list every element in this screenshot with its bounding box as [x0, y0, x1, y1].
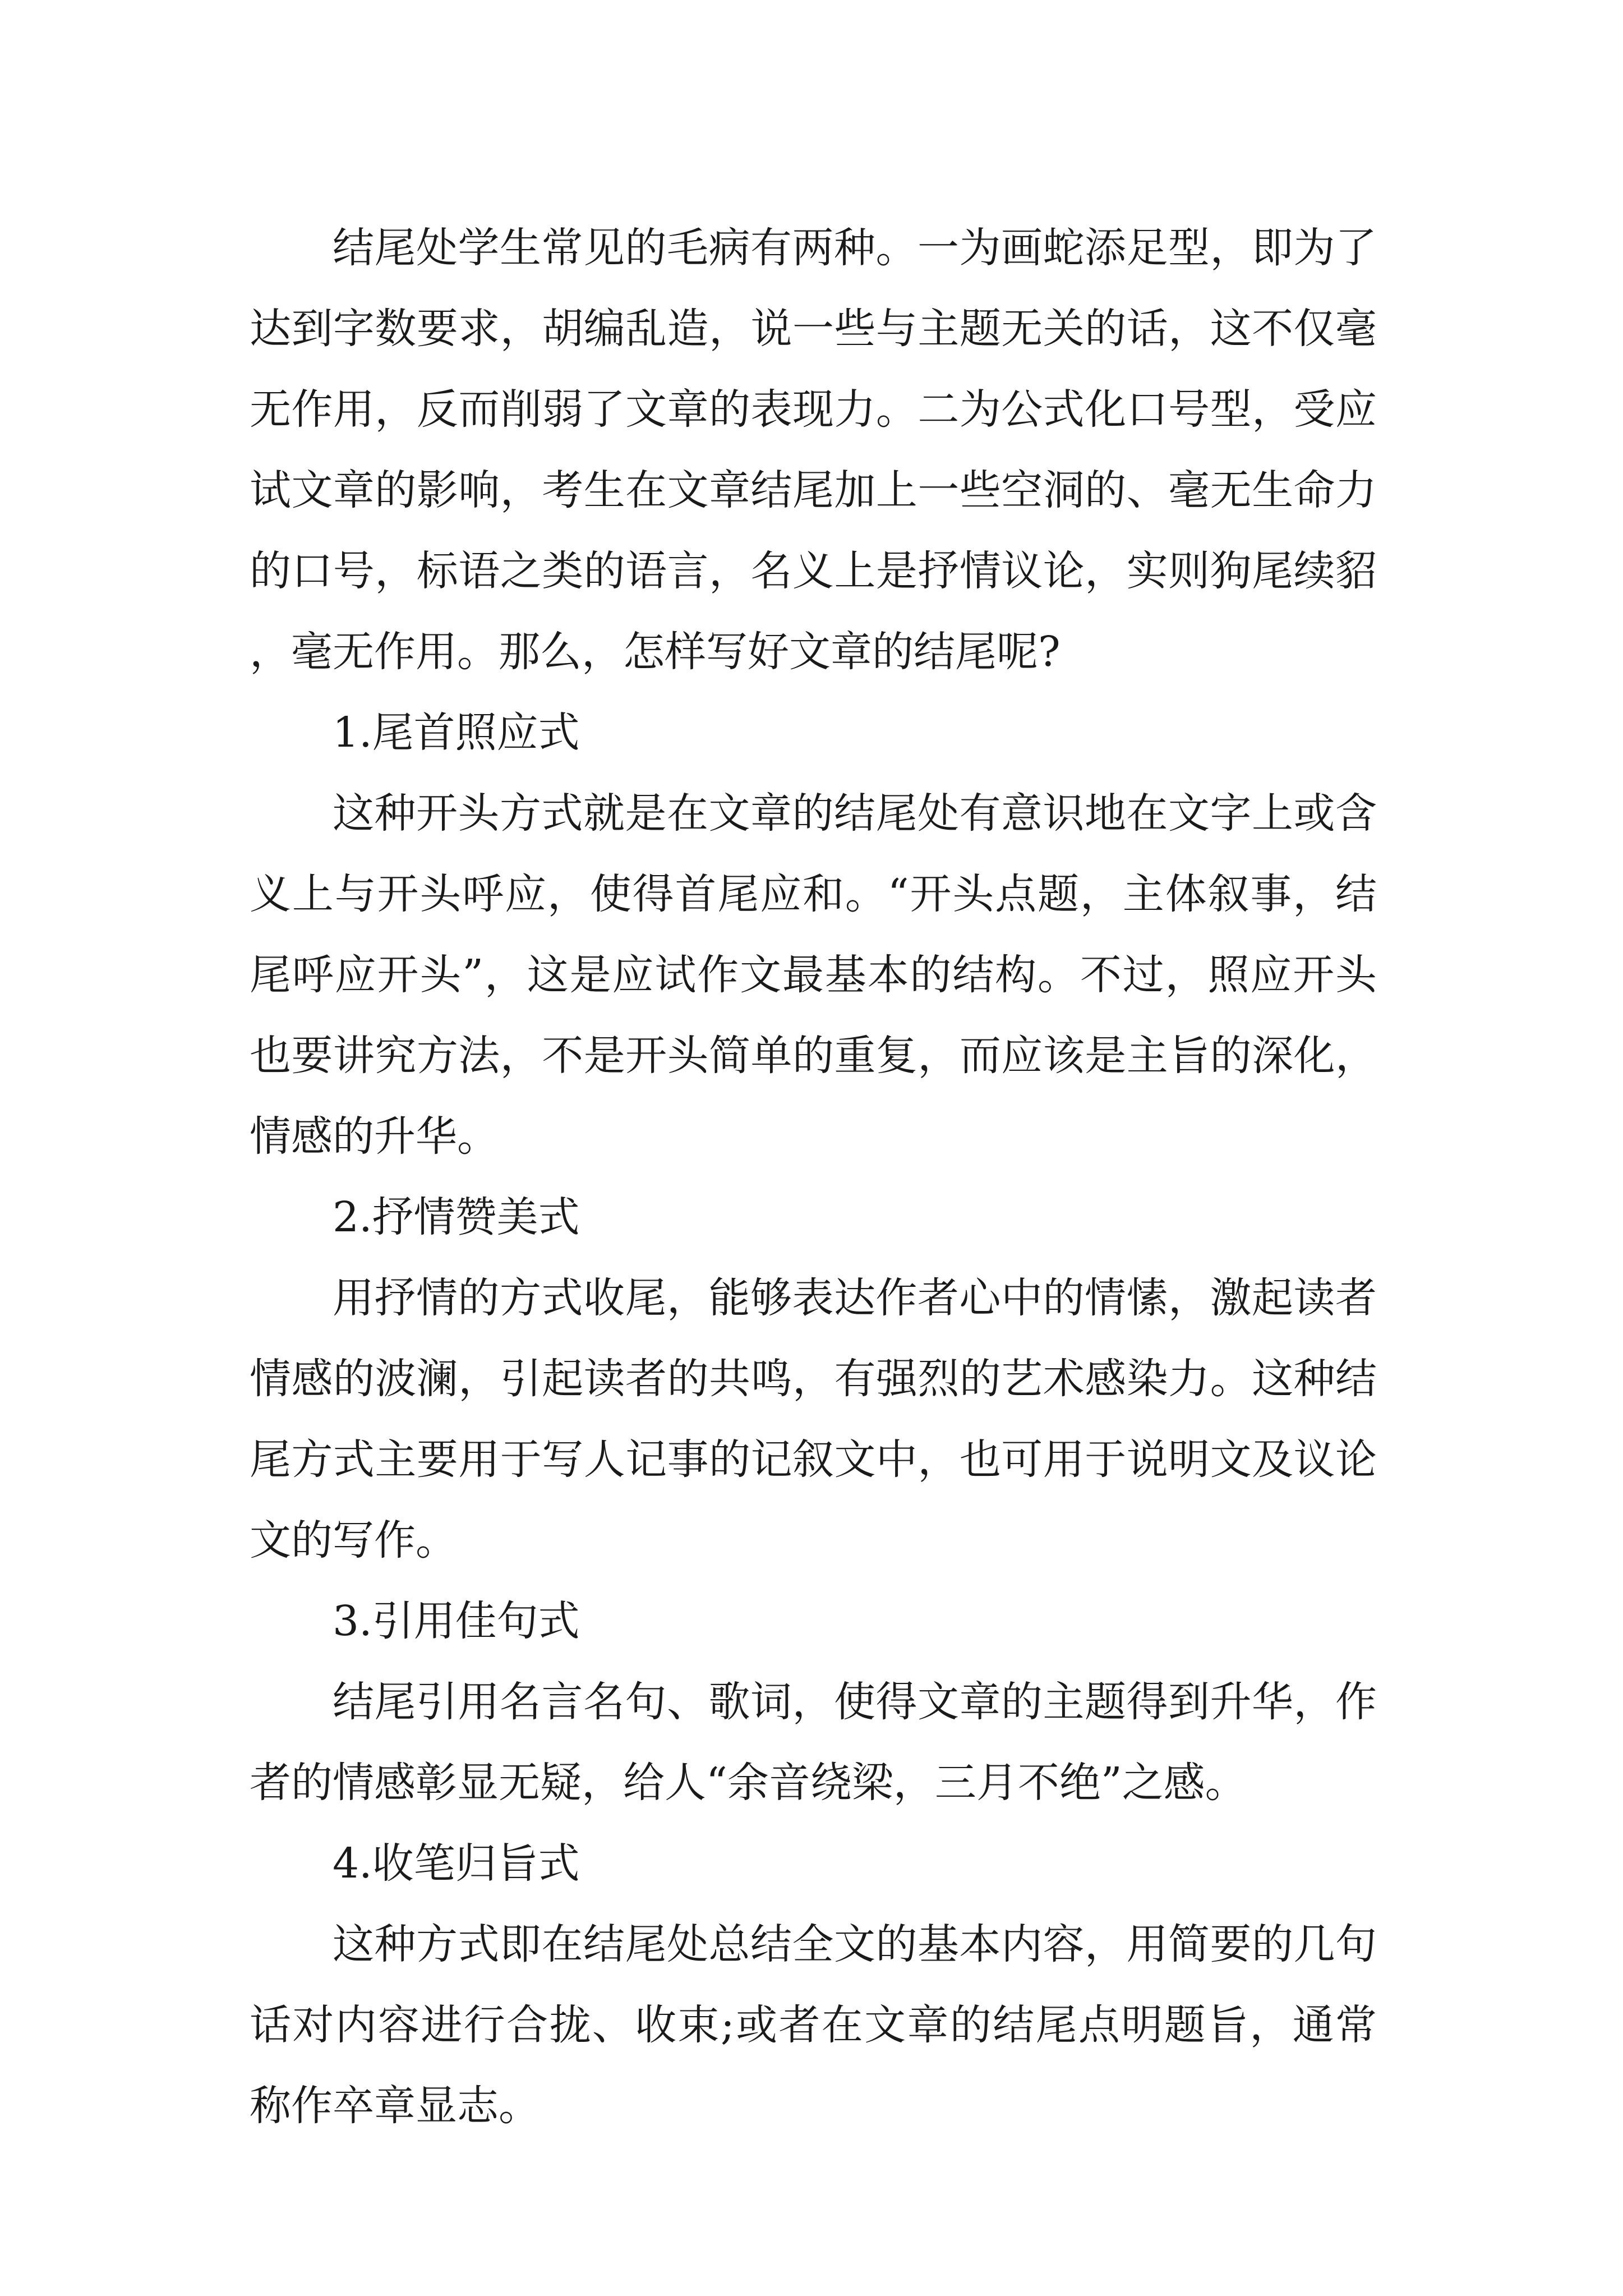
paragraph-section-3: 结尾引用名言名句、歌词，使得文章的主题得到升华，作者的情感彰显无疑，给人“余音绕梁，三月不绝”之感。	[250, 1678, 1377, 1807]
section-heading-1: 1.尾首照应式	[333, 708, 580, 757]
paragraph-section-1: 这种开头方式就是在文章的结尾处有意识地在文字上或含义上与开头呼应，使得首尾应和。“开头点题，主体叙事，结尾呼应开头”，这是应试作文最基本的结构。不过，照应开头也要讲究方法，不是开头简单的重复，而应该是主旨的深化，情感的升华。	[250, 789, 1377, 1161]
section-heading-3: 3.引用佳句式	[333, 1597, 580, 1645]
paragraph-intro: 结尾处学生常见的毛病有两种。一为画蛇添足型，即为了达到字数要求，胡编乱造，说一些与主题无关的话，这不仅毫无作用，反而削弱了文章的表现力。二为公式化口号型，受应试文章的影响，考生在文章结尾加上一些空洞的、毫无生命力的口号，标语之类的语言，名义上是抒情议论，实则狗尾续貂，毫无作用。那么，怎样写好文章的结尾呢?	[250, 224, 1377, 676]
section-heading-4: 4.收笔归旨式	[333, 1839, 580, 1888]
paragraph-section-4: 这种方式即在结尾处总结全文的基本内容，用简要的几句话对内容进行合拢、收束;或者在文章的结尾点明题旨，通常称作卒章显志。	[250, 1920, 1377, 2130]
document-body	[250, 208, 1377, 2146]
section-heading-2: 2.抒情赞美式	[333, 1193, 580, 1241]
paragraph-section-2: 用抒情的方式收尾，能够表达作者心中的情愫，激起读者情感的波澜，引起读者的共鸣，有强烈的艺术感染力。这种结尾方式主要用于写人记事的记叙文中，也可用于说明文及议论文的写作。	[250, 1274, 1377, 1565]
